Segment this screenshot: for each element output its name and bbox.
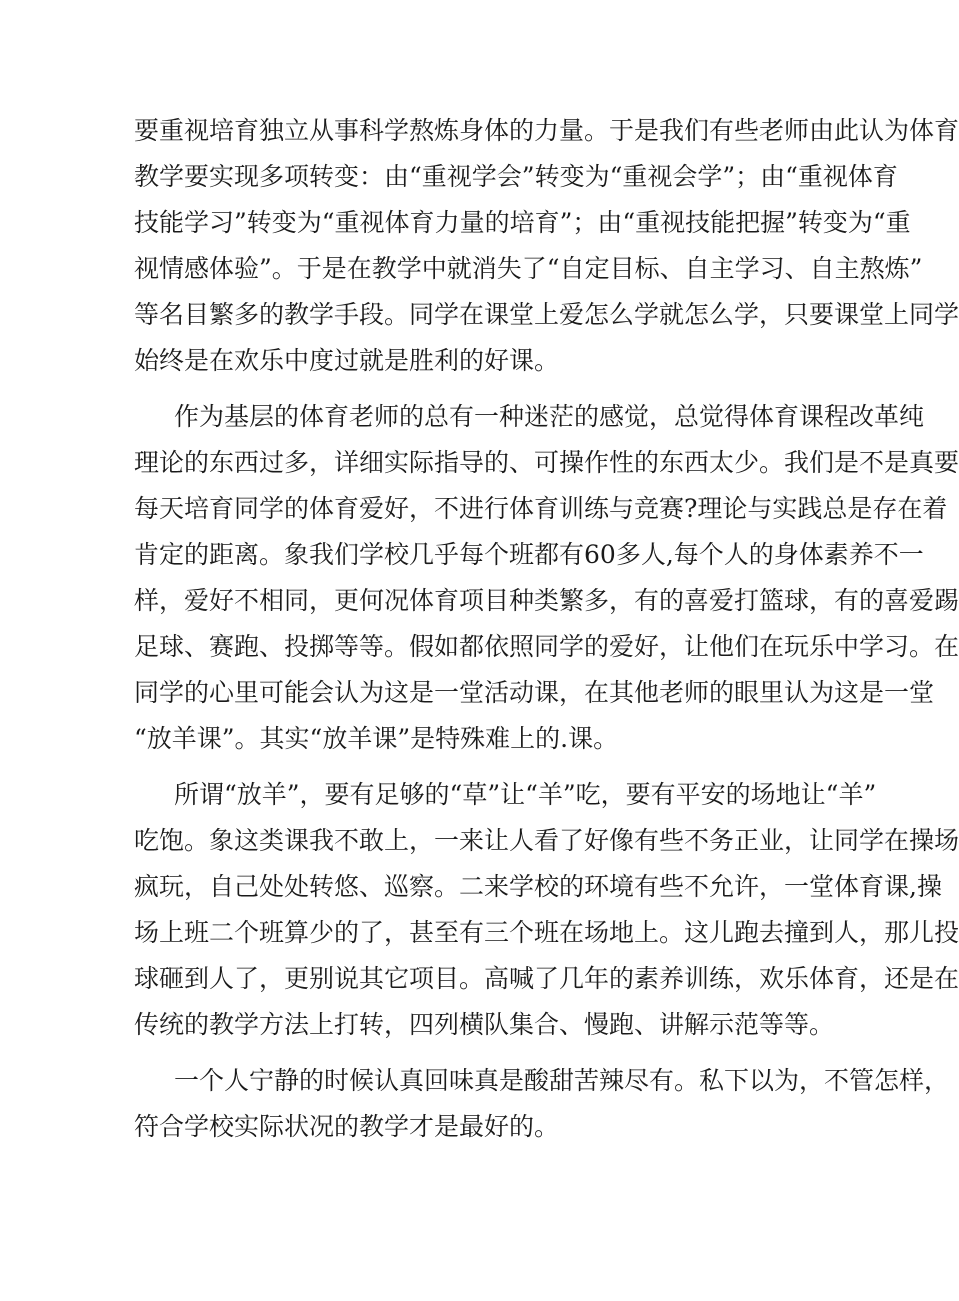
text-line: 肯定的距离。象我们学校几乎每个班都有60多人,每个人的身体素养不一 bbox=[134, 540, 924, 569]
text-line: 始终是在欢乐中度过就是胜利的好课。 bbox=[134, 346, 560, 375]
text-line: 样，爱好不相同，更何况体育项目种类繁多，有的喜爱打篮球，有的喜爱踢 bbox=[134, 586, 959, 615]
text-line: 要重视培育独立从事科学熬炼身体的力量。于是我们有些老师由此认为体育 bbox=[134, 116, 959, 145]
paragraph-1 bbox=[134, 108, 959, 384]
text-line: 符合学校实际状况的教学才是最好的。 bbox=[134, 1112, 560, 1141]
text-line: 技能学习”转变为“重视体育力量的培育”；由“重视技能把握”转变为“重 bbox=[134, 208, 911, 237]
text-line: 吃饱。象这类课我不敢上，一来让人看了好像有些不务正业，让同学在操场 bbox=[134, 826, 959, 855]
text-line: 球砸到人了，更别说其它项目。高喊了几年的素养训练，欢乐体育，还是在 bbox=[134, 964, 959, 993]
text-line: 视情感体验”。于是在教学中就消失了“自定目标、自主学习、自主熬炼” bbox=[134, 254, 923, 283]
text-line: 每天培育同学的体育爱好，不进行体育训练与竞赛?理论与实践总是存在着 bbox=[134, 494, 948, 523]
paragraph-2 bbox=[134, 394, 959, 762]
text-line: “放羊课”。其实“放羊课”是特殊难上的.课。 bbox=[134, 724, 619, 753]
text-line: 等名目繁多的教学手段。同学在课堂上爱怎么学就怎么学，只要课堂上同学 bbox=[134, 300, 959, 329]
text-line: 一个人宁静的时候认真回味真是酸甜苦辣尽有。私下以为，不管怎样， bbox=[174, 1066, 950, 1095]
text-line: 同学的心里可能会认为这是一堂活动课，在其他老师的眼里认为这是一堂 bbox=[134, 678, 935, 707]
body-text bbox=[134, 108, 959, 1160]
text-line: 教学要实现多项转变：由“重视学会”转变为“重视会学”；由“重视体育 bbox=[134, 162, 898, 191]
text-line: 场上班二个班算少的了，甚至有三个班在场地上。这儿跑去撞到人，那儿投 bbox=[134, 918, 959, 947]
text-line: 作为基层的体育老师的总有一种迷茫的感觉，总觉得体育课程改革纯 bbox=[174, 402, 925, 431]
paragraph-3 bbox=[134, 772, 959, 1048]
text-line: 理论的东西过多，详细实际指导的、可操作性的东西太少。我们是不是真要 bbox=[134, 448, 959, 477]
text-line: 传统的教学方法上打转，四列横队集合、慢跑、讲解示范等等。 bbox=[134, 1010, 835, 1039]
paragraph-4 bbox=[134, 1058, 950, 1150]
text-line: 所谓“放羊”，要有足够的“草”让“羊”吃，要有平安的场地让“羊” bbox=[174, 780, 877, 809]
text-line: 疯玩，自己处处转悠、巡察。二来学校的环境有些不允许，一堂体育课,操 bbox=[134, 872, 942, 901]
text-line: 足球、赛跑、投掷等等。假如都依照同学的爱好，让他们在玩乐中学习。在 bbox=[134, 632, 959, 661]
